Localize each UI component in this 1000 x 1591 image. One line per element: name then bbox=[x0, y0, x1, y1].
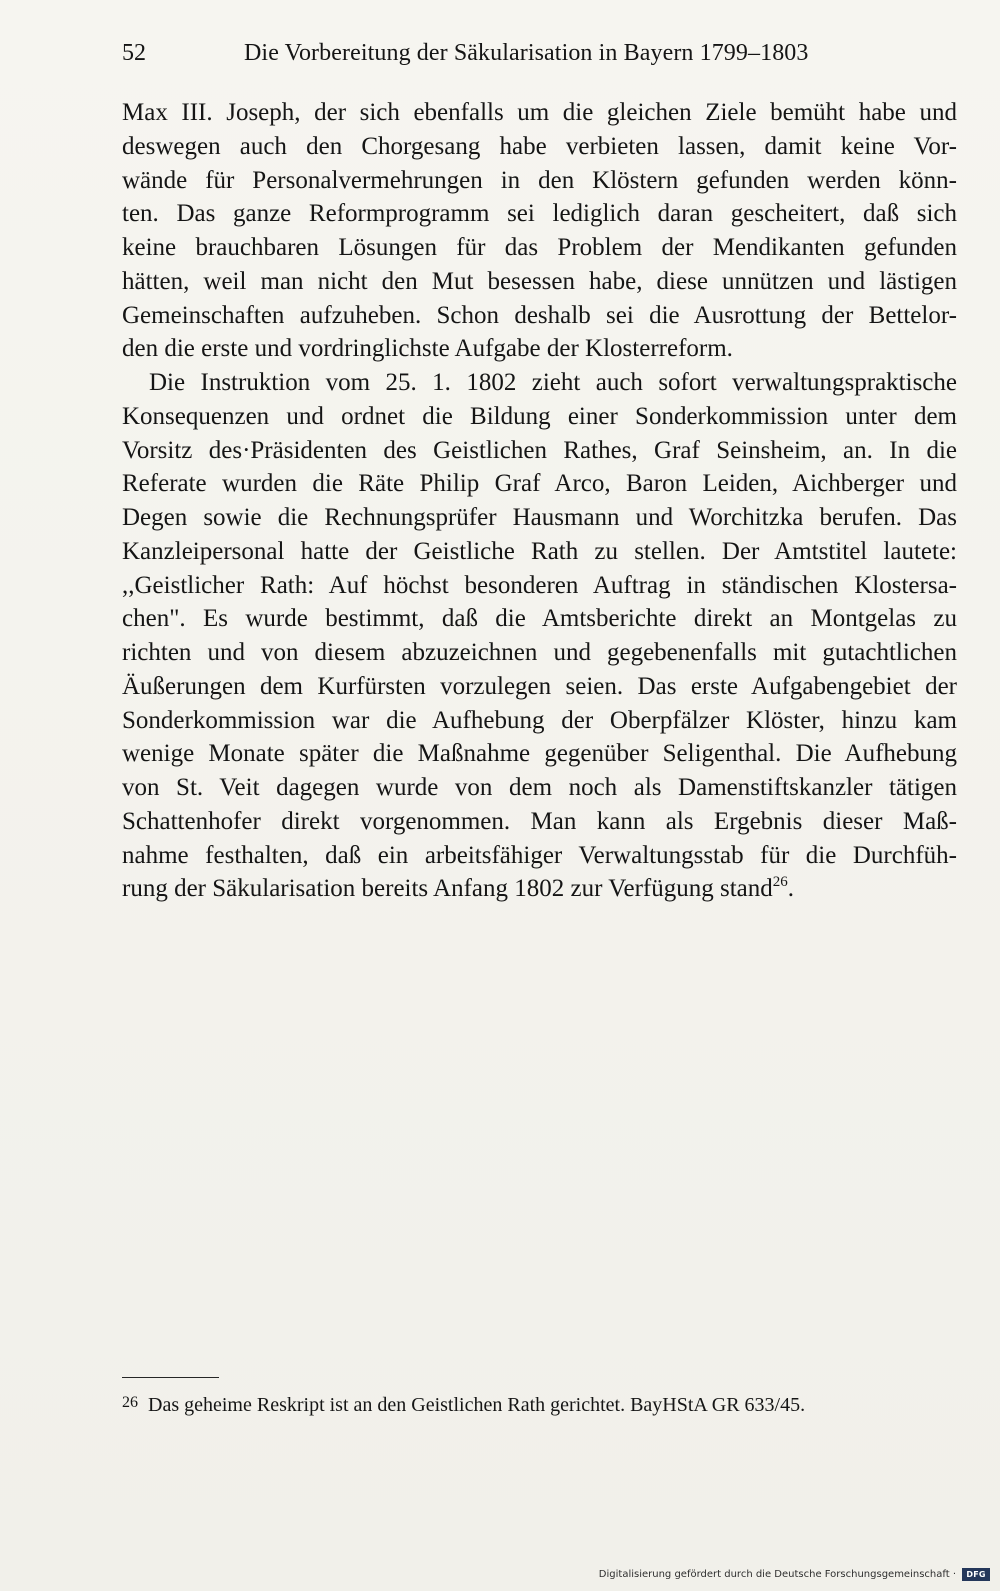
text-line: von St. Veit dagegen wurde von dem noch als Damenstiftskanzler tätigen bbox=[122, 774, 957, 801]
text-line-with-footnote: rung der Säkularisation bereits Anfang 1802 zur Verfügung stand$^{26}$. bbox=[122, 874, 795, 903]
text-line: den die erste und vordringlichste Aufgabe der Klosterreform. bbox=[122, 335, 733, 363]
text-line: Kanzleipersonal hatte der Geistliche Rath zu stellen. Der Amtstitel lautete: bbox=[122, 537, 957, 565]
footnote-marker: 26 bbox=[122, 1394, 138, 1411]
text-line: chen". Es wurde bestimmt, daß die Amtsberichte direkt an Montgelas zu bbox=[122, 605, 957, 633]
footnote-reference[interactable]: 26 bbox=[772, 874, 788, 891]
page-header bbox=[122, 36, 962, 70]
footnote bbox=[122, 1389, 957, 1419]
text-line-content: rung der Säkularisation bereits Anfang 1802 zur Verfügung stand bbox=[122, 875, 773, 903]
footnote-separator bbox=[122, 1377, 219, 1378]
digitization-notice bbox=[599, 1565, 990, 1583]
paragraph-first-line: Die Instruktion vom 25. 1. 1802 zieht auch sofort verwaltungspraktische bbox=[149, 369, 957, 396]
main-text bbox=[122, 96, 957, 906]
text-line: Konsequenzen und ordnet die Bildung einer Sonderkommission unter dem bbox=[122, 402, 957, 430]
text-line: Schattenhofer direkt vorgenommen. Man kann als Ergebnis dieser Maß- bbox=[122, 807, 957, 835]
dfg-logo-icon: DFG bbox=[962, 1568, 990, 1581]
footnote-text: Das geheime Reskript ist an den Geistlichen Rath gerichtet. BayHStA GR 633/45. bbox=[148, 1394, 806, 1416]
text-line: Vorsitz des·Präsidenten des Geistlichen Rathes, Graf Seinsheim, an. In die bbox=[122, 436, 957, 464]
funding-notice-text: Digitalisierung gefördert durch die Deutsche Forschungsgemeinschaft · bbox=[598, 1568, 956, 1580]
text-line: Max III. Joseph, der sich ebenfalls um die gleichen Ziele bemüht habe und bbox=[122, 99, 957, 126]
text-line: Äußerungen dem Kurfürsten vorzulegen seien. Das erste Aufgabengebiet der bbox=[122, 672, 957, 700]
text-line: keine brauchbaren Lösungen für das Problem der Mendikanten gefunden bbox=[122, 234, 957, 261]
text-line: deswegen auch den Chorgesang habe verbieten lassen, damit keine Vor- bbox=[122, 132, 957, 160]
text-line: Gemeinschaften aufzuheben. Schon deshalb sei die Ausrottung der Bettelor- bbox=[122, 301, 957, 329]
text-line: wände für Personalvermehrungen in den Klöstern gefunden werden könn- bbox=[122, 166, 957, 194]
running-title: Die Vorbereitung der Säkularisation in Bayern 1799–1803 bbox=[244, 40, 809, 66]
text-line: richten und von diesem abzuzeichnen und gegebenenfalls mit gutachtlichen bbox=[122, 639, 957, 666]
text-line: nahme festhalten, daß ein arbeitsfähiger Verwaltungsstab für die Durchfüh- bbox=[122, 841, 957, 869]
text-line: wenige Monate später die Maßnahme gegenüber Seligenthal. Die Aufhebung bbox=[122, 740, 957, 768]
text-line: Sonderkommission war die Aufhebung der Oberpfälzer Klöster, hinzu kam bbox=[122, 706, 957, 734]
text-line: ,,Geistlicher Rath: Auf höchst besonderen Auftrag in ständischen Klostersa- bbox=[122, 571, 957, 599]
page-number: 52 bbox=[122, 40, 146, 66]
text-line: Referate wurden die Räte Philip Graf Arco, Baron Leiden, Aichberger und bbox=[122, 470, 957, 498]
text-line: hätten, weil man nicht den Mut besessen habe, diese unnützen und lästigen bbox=[122, 267, 957, 295]
text-line: ten. Das ganze Reformprogramm sei lediglich daran gescheitert, daß sich bbox=[122, 200, 957, 228]
text-line: Degen sowie die Rechnungsprüfer Hausmann und Worchitzka berufen. Das bbox=[122, 504, 957, 531]
